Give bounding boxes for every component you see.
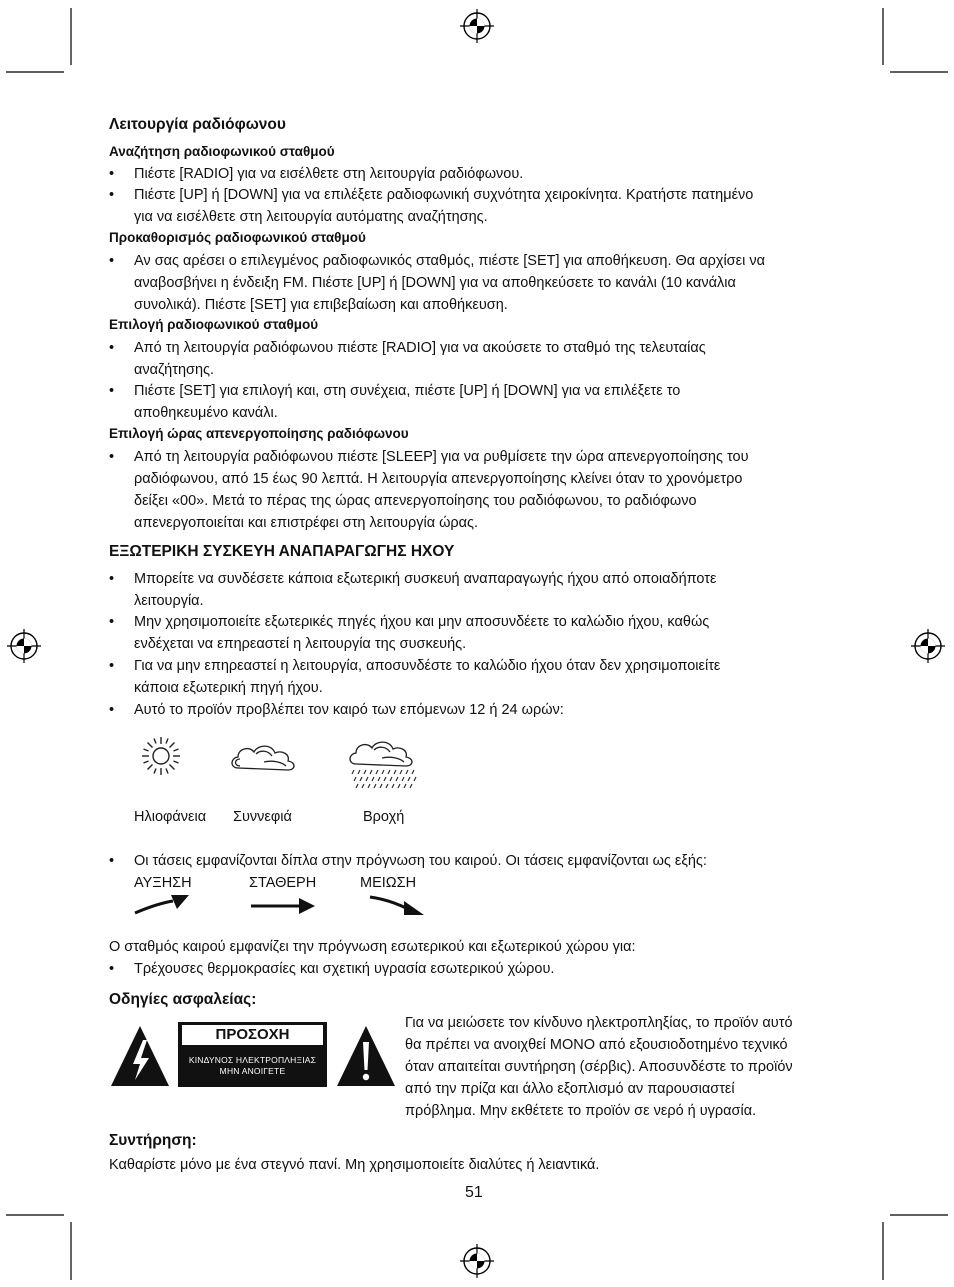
radio-preset-heading: Προκαθορισμός ραδιοφωνικού σταθμού — [109, 230, 366, 245]
maintenance-text: Καθαρίστε μόνο με ένα στεγνό πανί. Μη χρησιμοποιείτε διαλύτες ή λειαντικά. — [109, 1157, 600, 1173]
radio-select-heading: Επιλογή ραδιοφωνικού σταθμού — [109, 317, 319, 332]
exclamation-warning-icon — [335, 1024, 397, 1088]
radio-search-heading: Αναζήτηση ραδιοφωνικού σταθμού — [109, 144, 335, 159]
trend-sentence: Οι τάσεις εμφανίζονται δίπλα στην πρόγνωση του καιρού. Οι τάσεις εμφανίζονται ως εξής: — [134, 853, 707, 869]
list-item: Για να μην επηρεαστεί η λειτουργία, αποσυνδέστε το καλώδιο ήχου όταν δεν χρησιμοποιείτε κάποια εξωτερική πηγή ήχου. — [134, 658, 721, 696]
maintenance-title: Συντήρηση: — [109, 1132, 197, 1149]
bullet-marker: • — [109, 449, 115, 465]
weather-label-cloudy: Συννεφιά — [233, 809, 292, 825]
caution-label-line2: ΜΗΝ ΑΝΟΙΓΕΤΕ — [219, 1066, 286, 1076]
list-item: Πιέστε [SET] για επιλογή και, στη συνέχεια, πιέστε [UP] ή [DOWN] για να επιλέξετε το αποθηκευμένο κανάλι. — [134, 383, 681, 421]
trend-label-steady: ΣΤΑΘΕΡΗ — [249, 875, 317, 891]
list-item: Μπορείτε να συνδέσετε κάποια εξωτερική συσκευή αναπαραγωγής ήχου από οποιαδήποτε λειτουργία. — [134, 571, 717, 609]
registration-mark-bottom — [460, 1244, 494, 1278]
arrow-right-icon — [249, 895, 317, 917]
bullet-marker: • — [109, 614, 115, 630]
list-item: Πιέστε [RADIO] για να εισέλθετε στη λειτουργία ραδιόφωνου. — [134, 166, 524, 182]
radio-section-title: Λειτουργία ραδιόφωνου — [109, 116, 286, 133]
arrow-down-right-icon — [368, 893, 426, 917]
bullet-marker: • — [109, 702, 115, 718]
radio-sleep-heading: Επιλογή ώρας απενεργοποίησης ραδιόφωνου — [109, 426, 409, 441]
cloud-icon — [228, 740, 304, 774]
safety-title: Οδηγίες ασφαλείας: — [109, 991, 257, 1008]
page-number: 51 — [465, 1184, 483, 1201]
bullet-marker: • — [109, 187, 115, 203]
registration-mark-top — [460, 9, 494, 43]
bullet-marker: • — [109, 340, 115, 356]
bullet-marker: • — [109, 166, 115, 182]
sun-icon — [140, 735, 182, 777]
list-item: Αν σας αρέσει ο επιλεγμένος ραδιοφωνικός σταθμός, πιέστε [SET] για αποθήκευση. Θα αρχίσει να αναβοσβήνει η ένδειξη FM. Πιέστε [UP] ή [DOWN] για να αποθηκεύσετε το κανάλι (10 κανάλια συνολικά). Πιέστε [SET] για επιβεβαίωση και αποθήκευση. — [134, 253, 765, 313]
list-item: Από τη λειτουργία ραδιόφωνου πιέστε [RADIO] για να ακούσετε το σταθμό της τελευταίας αναζήτησης. — [134, 340, 706, 378]
lightning-warning-icon — [109, 1024, 171, 1088]
rain-icon — [346, 738, 428, 796]
arrow-up-right-icon — [133, 893, 191, 917]
forecast-bullet: Τρέχουσες θερμοκρασίες και σχετική υγρασία εσωτερικού χώρου. — [134, 961, 555, 977]
caution-label-title: ΠΡΟΣΟΧΗ — [182, 1025, 323, 1045]
bullet-marker: • — [109, 253, 115, 269]
bullet-marker: • — [109, 853, 115, 869]
safety-text: Για να μειώσετε τον κίνδυνο ηλεκτροπληξίας, το προϊόν αυτό θα πρέπει να ανοιχθεί ΜΟΝΟ από εξουσιοδοτημένο τεχνικό όταν απαιτείται συντήρηση (σέρβις). Αποσυνδέστε το προϊόν από την πρίζα και άλλο εξοπλισμό αν παρουσιαστεί πρόβλημα. Μην εκθέτετε το προϊόν σε νερό ή υγρασία. — [405, 1015, 793, 1119]
trend-label-rising: ΑΥΞΗΣΗ — [134, 875, 192, 891]
caution-label-line1: ΚΙΝΔΥΝΟΣ ΗΛΕΚΤΡΟΠΛΗΞΙΑΣ — [188, 1055, 317, 1065]
bullet-marker: • — [109, 571, 115, 587]
external-section-title: ΕΞΩΤΕΡΙΚΗ ΣΥΣΚΕΥΗ ΑΝΑΠΑΡΑΓΩΓΗΣ ΗΧΟΥ — [109, 543, 455, 560]
trend-label-falling: ΜΕΙΩΣΗ — [360, 875, 417, 891]
registration-mark-right — [911, 629, 945, 663]
bullet-marker: • — [109, 658, 115, 674]
bullet-marker: • — [109, 961, 115, 977]
caution-label — [178, 1022, 327, 1087]
weather-label-sunny: Ηλιοφάνεια — [134, 809, 207, 825]
bullet-marker: • — [109, 383, 115, 399]
list-item: Πιέστε [UP] ή [DOWN] για να επιλέξετε ραδιοφωνική συχνότητα χειροκίνητα. Κρατήστε πατημένο για να εισέλθετε στη λειτουργία αυτόματης αναζήτησης. — [134, 187, 754, 225]
registration-mark-left — [7, 629, 41, 663]
list-item: Αυτό το προϊόν προβλέπει τον καιρό των επόμενων 12 ή 24 ωρών: — [134, 702, 564, 718]
weather-label-rain: Βροχή — [363, 809, 405, 825]
list-item: Μην χρησιμοποιείτε εξωτερικές πηγές ήχου και μην αποσυνδέετε το καλώδιο ήχου, καθώς ενδέχεται να επηρεαστεί η λειτουργία της συσκευής. — [134, 614, 710, 652]
forecast-intro: Ο σταθμός καιρού εμφανίζει την πρόγνωση εσωτερικού και εξωτερικού χώρου για: — [109, 939, 636, 955]
list-item: Από τη λειτουργία ραδιόφωνου πιέστε [SLEEP] για να ρυθμίσετε την ώρα απενεργοποίησης του ραδιόφωνου, από 15 έως 90 λεπτά. Η λειτουργία απενεργοποίησης κλείνει όταν το χρονόμετρο δείξει «00». Μετά το πέρας της ώρας απενεργοποίησης του ραδιόφωνου, το ραδιόφωνο απενεργοποιείται και επιστρέφει στη λειτουργία ώρας. — [134, 449, 749, 531]
